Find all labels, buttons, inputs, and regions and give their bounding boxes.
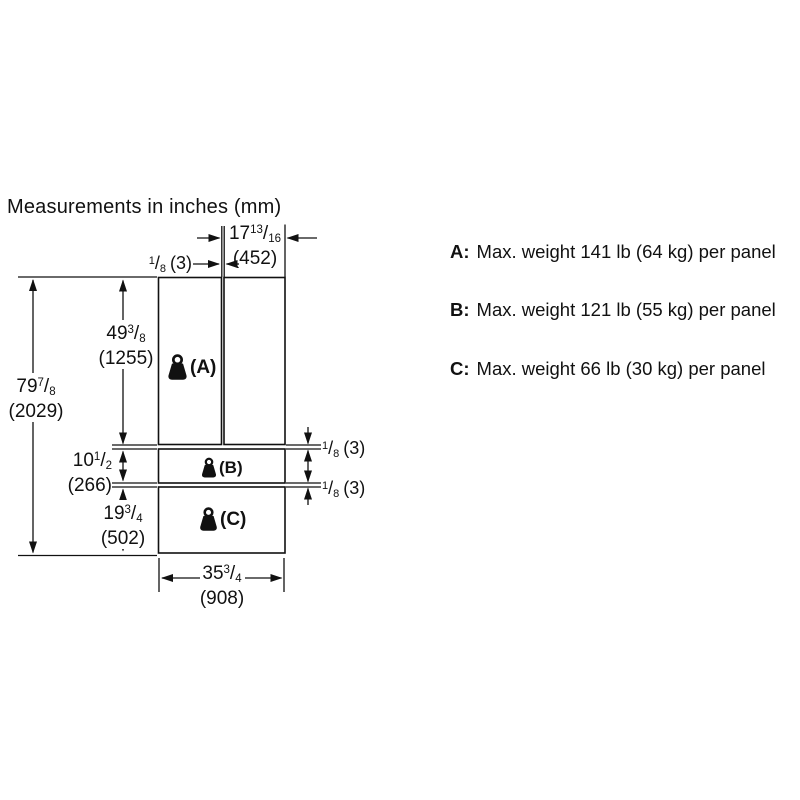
dim-door-gap-mm: (3) <box>170 253 192 273</box>
dim-panel-c-height-inches: $19^3/_4$ <box>103 503 143 525</box>
weight-icon <box>167 354 188 381</box>
dim-door-gap <box>149 252 192 279</box>
legend-key-b: B: <box>450 299 470 320</box>
dim-total-height-mm: (2029) <box>8 401 64 422</box>
dim-right-door-width-inches: $17^{13}/_{16}$ <box>228 223 282 245</box>
panel-c-label: (C) <box>220 508 247 530</box>
dim-panel-gap-bottom-mm: (3) <box>343 478 366 498</box>
dim-total-width <box>198 560 246 609</box>
weight-icon <box>201 457 217 479</box>
panel-a-marker <box>167 354 216 381</box>
dim-total-height-inches: $79^7/_8$ <box>16 376 56 398</box>
legend-key-a: A: <box>450 241 470 262</box>
weight-icon <box>199 507 218 532</box>
dim-right-door-width <box>227 220 283 269</box>
legend-text-c: Max. weight 66 lb (30 kg) per panel <box>476 358 766 379</box>
dim-panel-c-height-mm: (502) <box>100 528 146 549</box>
dim-door-gap-inches: $^1/_8$ <box>148 253 166 275</box>
dim-panel-b-height-inches: $10^1/_2$ <box>72 450 112 472</box>
dim-panel-gap-top <box>322 437 365 464</box>
legend-row-a <box>450 241 776 263</box>
dim-total-width-mm: (908) <box>199 588 245 609</box>
dim-panel-a-height <box>97 320 156 369</box>
panel-a-label: (A) <box>190 356 217 378</box>
legend-key-c: C: <box>450 358 470 379</box>
dim-right-door-width-mm: (452) <box>232 248 278 269</box>
dim-panel-gap-top-inches: $^1/_8$ <box>322 438 340 460</box>
panel-c-marker <box>199 507 246 532</box>
dim-panel-gap-top-mm: (3) <box>343 438 366 458</box>
dim-panel-gap-bottom-inches: $^1/_8$ <box>322 478 340 500</box>
dim-total-width-inches: $35^3/_4$ <box>202 563 242 585</box>
dim-panel-c-height <box>99 500 147 549</box>
diagram-title: Measurements in inches (mm) <box>7 196 282 218</box>
legend-text-a: Max. weight 141 lb (64 kg) per panel <box>476 241 776 262</box>
dim-panel-a-height-mm: (1255) <box>98 348 154 369</box>
right-door-panel <box>224 278 285 445</box>
dim-panel-a-height-inches: $49^3/_8$ <box>106 323 146 345</box>
legend-text-b: Max. weight 121 lb (55 kg) per panel <box>476 299 776 320</box>
dim-panel-gap-bottom <box>322 477 365 504</box>
legend-row-b <box>450 299 776 321</box>
dim-panel-b-height-mm: (266) <box>67 475 112 496</box>
panel-b-marker <box>201 457 243 479</box>
dim-total-height <box>7 373 66 422</box>
dim-panel-b-height <box>66 447 114 496</box>
panel-b-label: (B) <box>219 458 243 477</box>
legend-row-c <box>450 358 766 380</box>
